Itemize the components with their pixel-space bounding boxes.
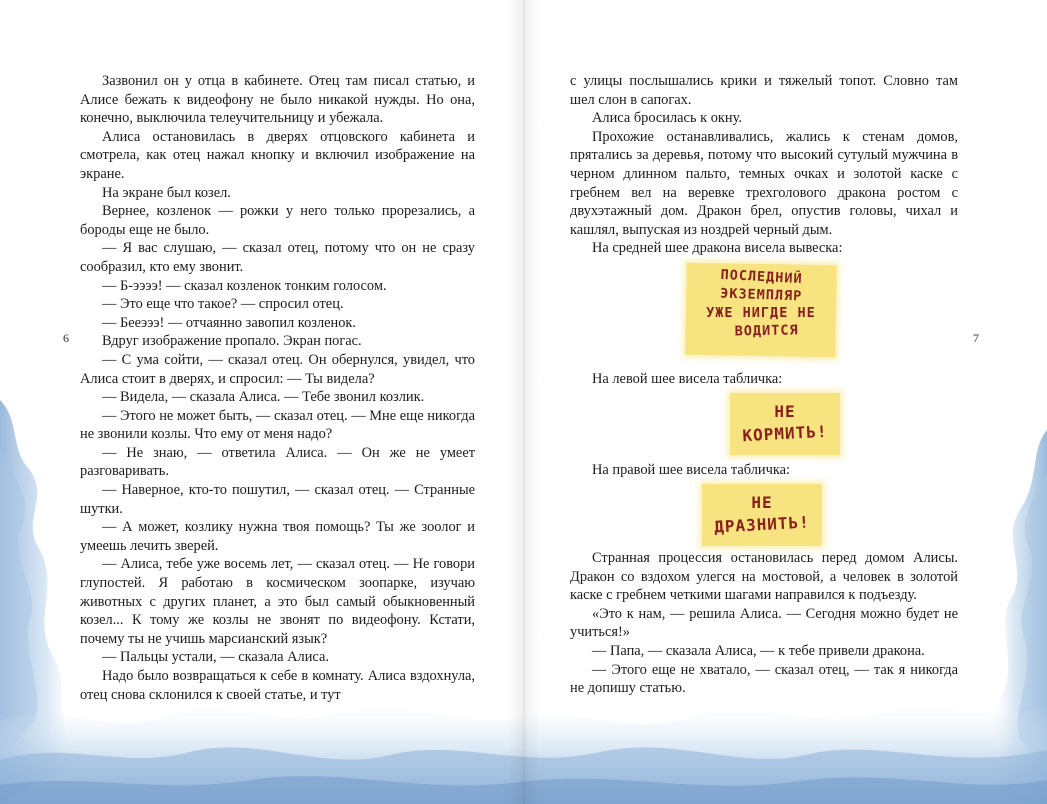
- paragraph: — Этого еще не хватало, — сказал отец, — так я никогда не допишу статью.: [570, 661, 958, 697]
- paragraph: Алиса остановилась в дверях отцовского кабинета и смотрела, как отец нажал кнопку и включил изображение на экране.: [80, 128, 475, 182]
- paragraph: Зазвонил он у отца в кабинете. Отец там писал статью, и Алисе бежать к видеофону не было никакой нужды. Но она, конечно, выключила телеучительницу и убежала.: [80, 73, 475, 127]
- paragraph: — Это еще что такое? — спросил отец.: [102, 296, 344, 313]
- sign-line: НЕ: [774, 402, 796, 421]
- paragraph: — Папа, — сказала Алиса, — к тебе привели дракона.: [592, 642, 925, 659]
- right-page-text-top: [570, 72, 958, 258]
- paragraph: На средней шее дракона висела вывеска:: [592, 240, 843, 257]
- paragraph: — Этого не может быть, — сказал отец. — Мне еще никогда не звонили козлы. Что ему от меня надо?: [80, 407, 475, 443]
- paragraph: — А может, козлику нужна твоя помощь? Ты же зоолог и умеешь лечить зверей.: [80, 519, 475, 554]
- paragraph: «Это к нам, — решила Алиса. — Сегодня можно будет не учиться!»: [570, 605, 958, 641]
- sign-line: ДРАЗНИТЬ!: [713, 512, 811, 537]
- sign-line: УЖЕ НИГДЕ НЕ: [706, 304, 816, 321]
- sign-middle-neck: [685, 263, 837, 358]
- sign-left-neck: [730, 393, 840, 455]
- paragraph: — Б-ээээ! — сказал козленок тонким голосом.: [102, 277, 387, 294]
- paragraph: — С ума сойти, — сказал отец. Он обернулся, увидел, что Алиса стоит в дверях, и спросил: — Ты видела?: [80, 351, 475, 387]
- paragraph: Странная процессия остановилась перед домом Алисы. Дракон со вздохом улегся на мостовой, а человек в золотой каске с гребнем четкими шагами направился к подъезду.: [570, 550, 958, 604]
- sign-line: ЭКЗЕМПЛЯР: [719, 285, 803, 305]
- sign-line: ПОСЛЕДНИЙ: [720, 266, 804, 288]
- page-number-left: 6: [63, 331, 69, 345]
- paragraph: На правой шее висела табличка:: [592, 462, 791, 478]
- paragraph: Прохожие останавливались, жались к стенам домов, прятались за деревья, потому что высокий сутулый мужчина в черном длинном пальто, темных очках и золотой каске с гребнем вел на веревке трехголового дракона ростом с двухэтажный дом. Дракон брел, опустив головы, чихал и кашлял, выпуская из ноздрей черный дым.: [570, 128, 958, 238]
- paragraph: Надо было возвращаться к себе в комнату. Алиса вздохнула, отец снова склонился к своей статье, и тут: [80, 668, 475, 703]
- paragraph: — Видела, — сказала Алиса. — Тебе звонил козлик.: [102, 389, 425, 406]
- paragraph: — Бееэээ! — отчаянно завопил козленок.: [102, 314, 357, 331]
- right-page-caption-right: [570, 461, 958, 480]
- sign-line: КОРМИТЬ!: [742, 421, 828, 446]
- page-number-right: 7: [973, 331, 979, 345]
- sign-line: НЕ: [751, 493, 773, 512]
- paragraph: Алиса бросилась к окну.: [592, 110, 742, 127]
- sign-right-neck: [702, 484, 822, 546]
- paragraph: — Не знаю, — ответила Алиса. — Он же не умеет разговаривать.: [80, 444, 475, 480]
- right-page-text-bottom: [570, 549, 958, 698]
- paragraph: Вдруг изображение пропало. Экран погас.: [102, 333, 362, 350]
- paragraph: На левой шее висела табличка:: [592, 371, 783, 387]
- paragraph: Вернее, козленок — рожки у него только прорезались, а бороды еще не было.: [80, 203, 475, 238]
- paragraph: с улицы послышались крики и тяжелый топот. Словно там шел слон в сапогах.: [570, 73, 958, 108]
- paragraph: — Я вас слушаю, — сказал отец, потому что он не сразу сообразил, кто ему звонит.: [80, 240, 475, 275]
- paragraph: — Пальцы устали, — сказала Алиса.: [102, 649, 329, 666]
- paragraph: — Алиса, тебе уже восемь лет, — сказал отец. — Не говори глупостей. Я работаю в космическом зоопарке, изучаю животных с других планет, а это был самый обыкновенный козел... К тому же козлы не звонят по видеофону. Кстати, почему ты не учишь марсианский язык?: [80, 556, 475, 647]
- left-page-text: [80, 72, 475, 704]
- paragraph: На экране был козел.: [102, 184, 231, 201]
- right-page-caption-left: [570, 370, 958, 389]
- sign-line: ВОДИТСЯ: [734, 322, 799, 340]
- paragraph: — Наверное, кто-то пошутил, — сказал отец. — Странные шутки.: [80, 482, 475, 517]
